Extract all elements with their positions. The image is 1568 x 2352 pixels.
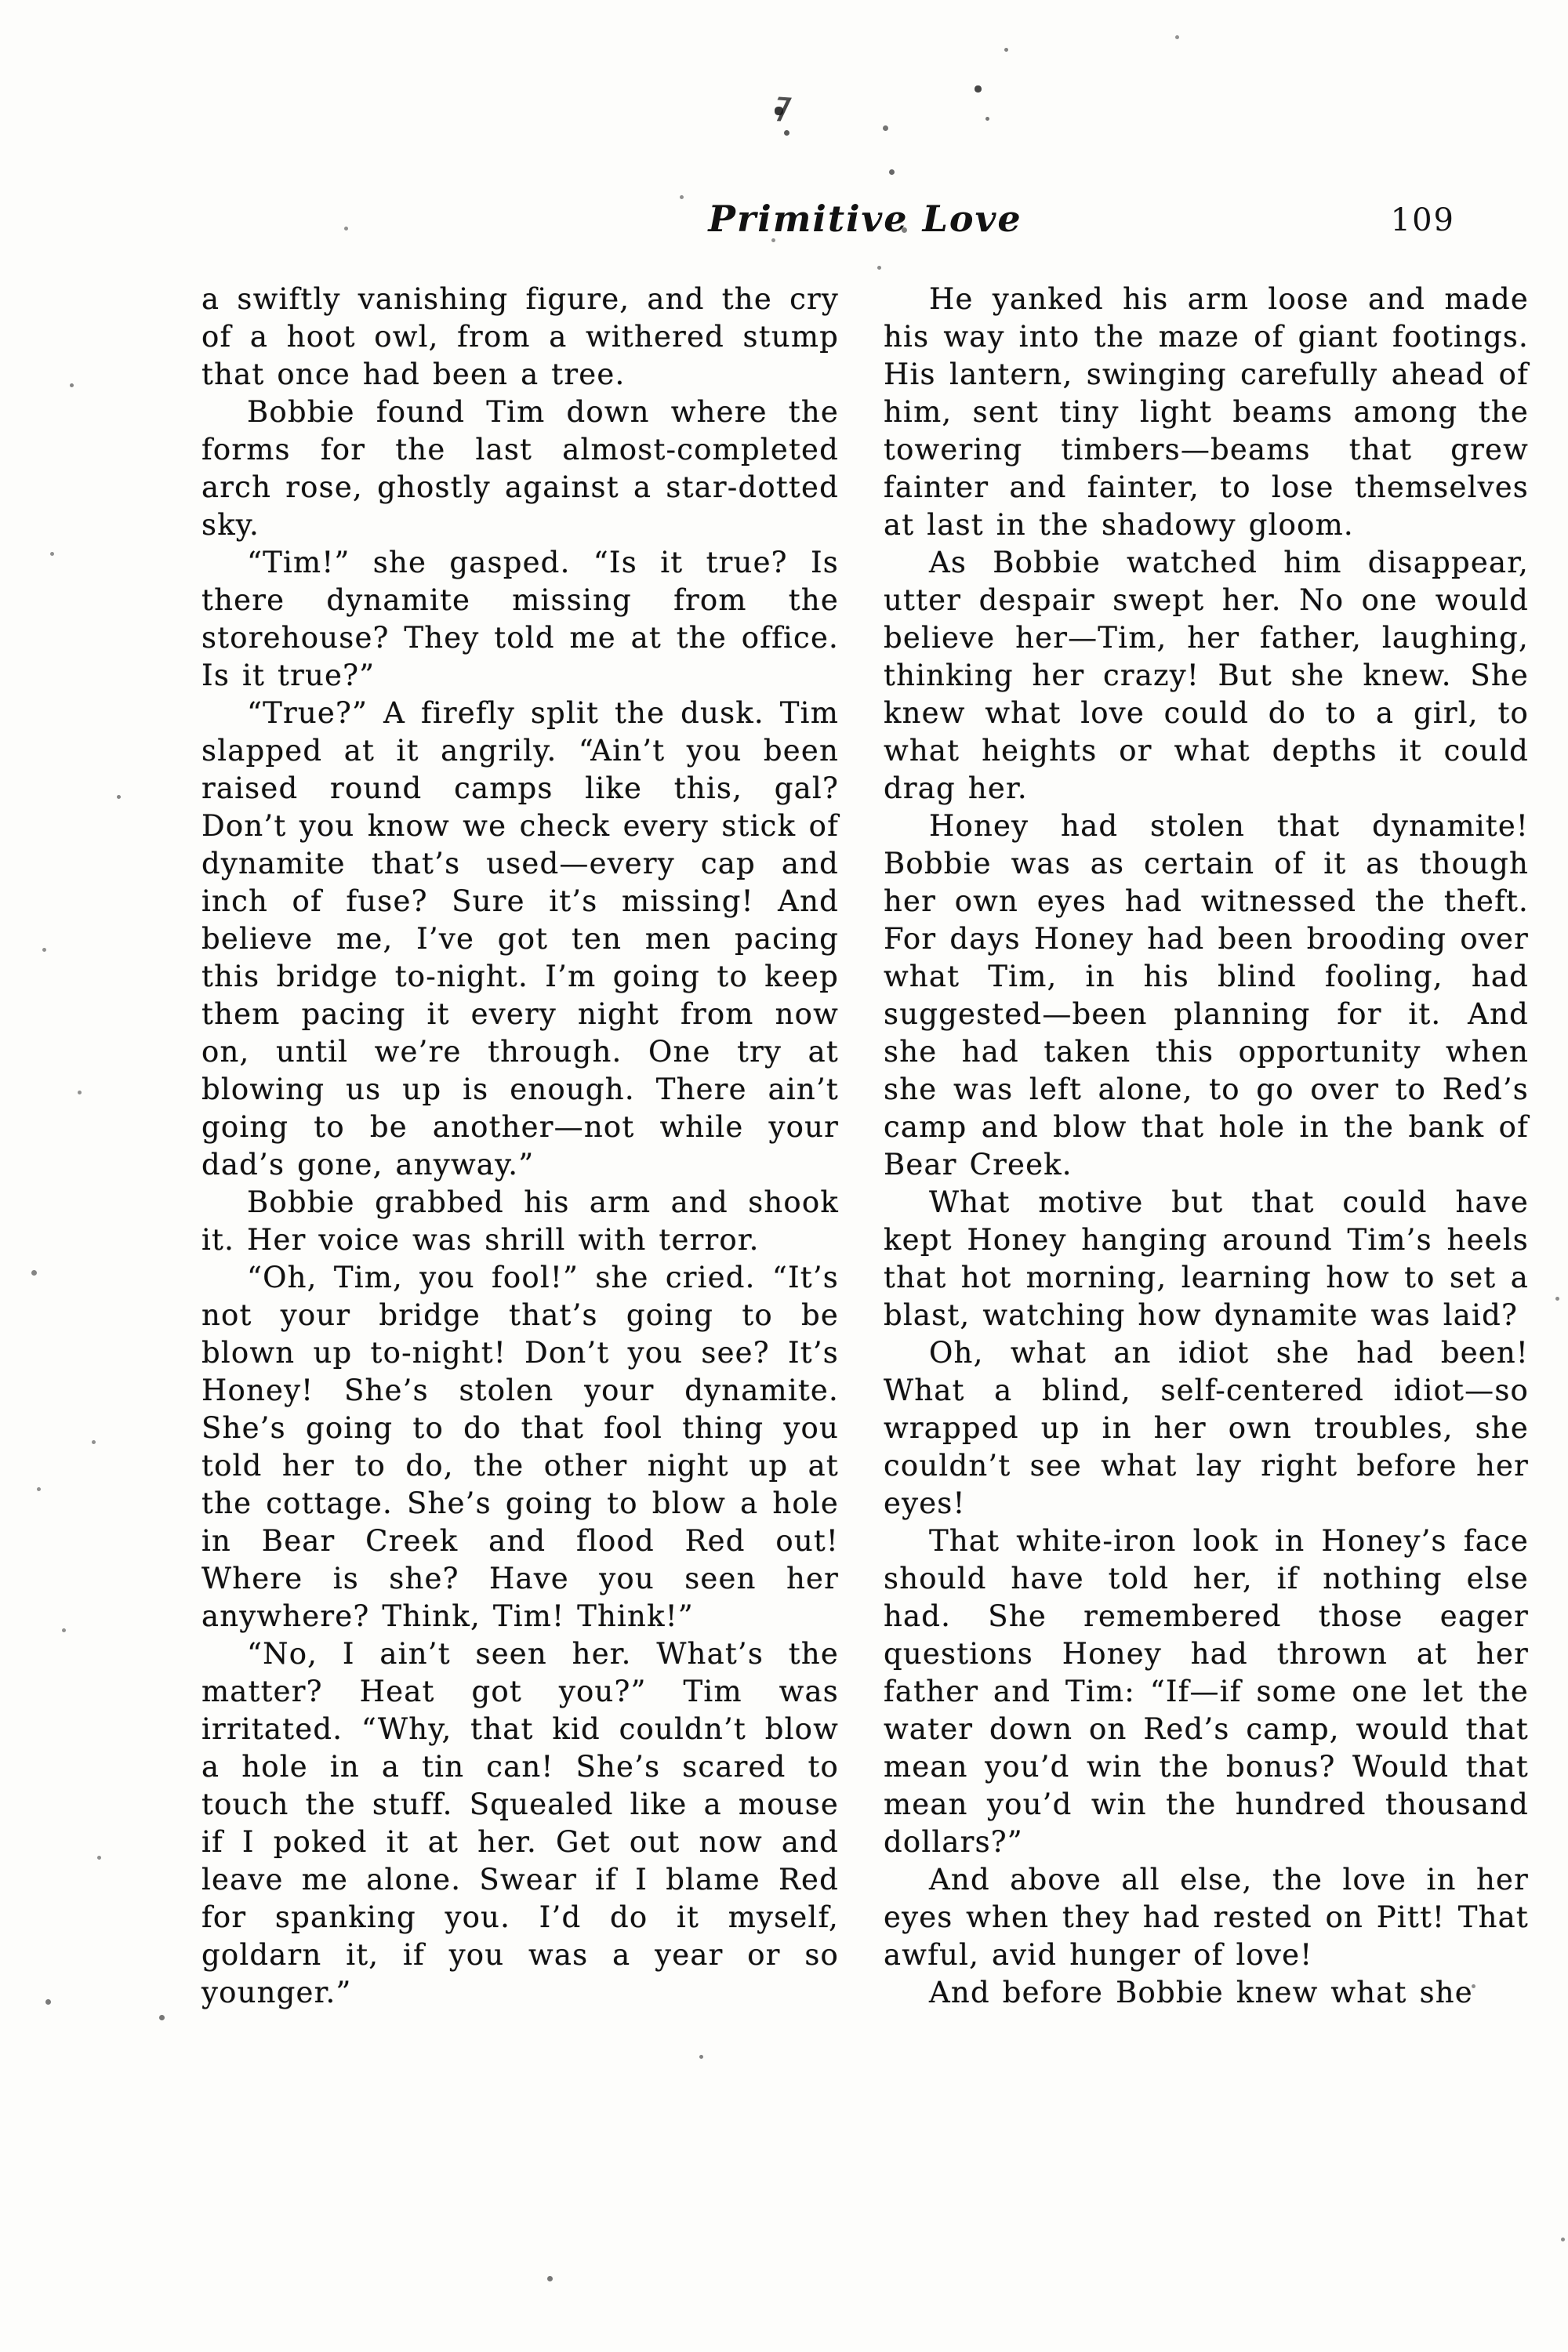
paragraph: What motive but that could have kept Honey hanging around Tim’s heels that hot morning, learning how to set a blast, watching how dynamite was laid? xyxy=(884,1185,1529,1332)
paragraph: “Oh, Tim, you fool!” she cried. “It’s not your bridge that’s going to be blown up to-night! Don’t you see? It’s Honey! She’s stolen your dynamite. She’s going to do that fool thing you told her to do, the other night up at the cottage. She’s going to blow a hole in Bear Creek and flood Red out! Where is she? Have you seen her anywhere? Think, Tim! Think!” xyxy=(201,1261,839,1633)
paragraph: And before Bobbie knew what she xyxy=(929,1976,1473,2009)
paragraph: “No, I ain’t seen her. What’s the matter? Heat got you?” Tim was irritated. “Why, that kid couldn’t blow a hole in a tin can! She’s scared to touch the stuff. Squealed like a mouse if I poked it at her. Get out now and leave me alone. Swear if I blame Red for spanking you. I’d do it myself, goldarn it, if you was a year or so younger.” xyxy=(201,1637,839,2009)
paragraph: Bobbie grabbed his arm and shook it. Her voice was shrill with terror. xyxy=(201,1185,839,1257)
paragraph: That white-iron look in Honey’s face should have told her, if nothing else had. She remembered those eager questions Honey had thrown at her father and Tim: “If—if some one let the water down on Red’s camp, would that mean you’d win the bonus? Would that mean you’d win the hundred thousand dollars?” xyxy=(884,1524,1529,1859)
paragraph: a swiftly vanishing figure, and the cry of a hoot owl, from a withered stump that once had been a tree. xyxy=(201,282,839,391)
scan-noise xyxy=(0,0,2,2)
paragraph: Bobbie found Tim down where the forms for the last almost-completed arch rose, ghostly against a star-dotted sky. xyxy=(201,395,839,542)
paragraph: He yanked his arm loose and made his way into the maze of giant footings. His lantern, swinging carefully ahead of him, sent tiny light beams among the towering timbers—beams that grew fainter and fainter, to lose themselves at last in the shadowy gloom. xyxy=(884,282,1529,542)
paragraph: And above all else, the love in her eyes when they had rested on Pitt! That awful, avid hunger of love! xyxy=(884,1863,1529,1972)
right-column xyxy=(884,281,1529,2012)
page-number: 109 xyxy=(1390,202,1455,238)
left-column xyxy=(201,281,839,2012)
ink-smudge xyxy=(768,96,792,121)
running-head xyxy=(200,198,1530,245)
paragraph: “True?” A firefly split the dusk. Tim slapped at it angrily. “Ain’t you been raised round camps like this, gal? Don’t you know we check every stick of dynamite that’s used—every cap and inch of fuse? Sure it’s missing! And believe me, I’ve got ten men pacing this bridge to-night. I’m going to keep them pacing it every night from now on, until we’re through. One try at blowing us up is enough. There ain’t going to be another—not while your dad’s gone, anyway.” xyxy=(201,696,839,1181)
text-columns xyxy=(201,281,1529,2012)
paragraph: Honey had stolen that dynamite! Bobbie was as certain of it as though her own eyes had witnessed the theft. For days Honey had been brooding over what Tim, in his blind fooling, had suggested—been planning for it. And she had taken this opportunity when she was left alone, to go over to Red’s camp and blow that hole in the bank of Bear Creek. xyxy=(884,809,1529,1181)
page-title: Primitive Love xyxy=(708,198,1022,240)
paragraph: “Tim!” she gasped. “Is it true? Is there dynamite missing from the storehouse? They told me at the office. Is it true?” xyxy=(201,546,839,692)
paragraph: Oh, what an idiot she had been! What a blind, self-centered idiot—so wrapped up in her own troubles, she couldn’t see what lay right before her eyes! xyxy=(884,1336,1529,1520)
paragraph: As Bobbie watched him disappear, utter despair swept her. No one would believe her—Tim, her father, laughing, thinking her crazy! But she knew. She knew what love could do to a girl, to what heights or what depths it could drag her. xyxy=(884,546,1529,805)
